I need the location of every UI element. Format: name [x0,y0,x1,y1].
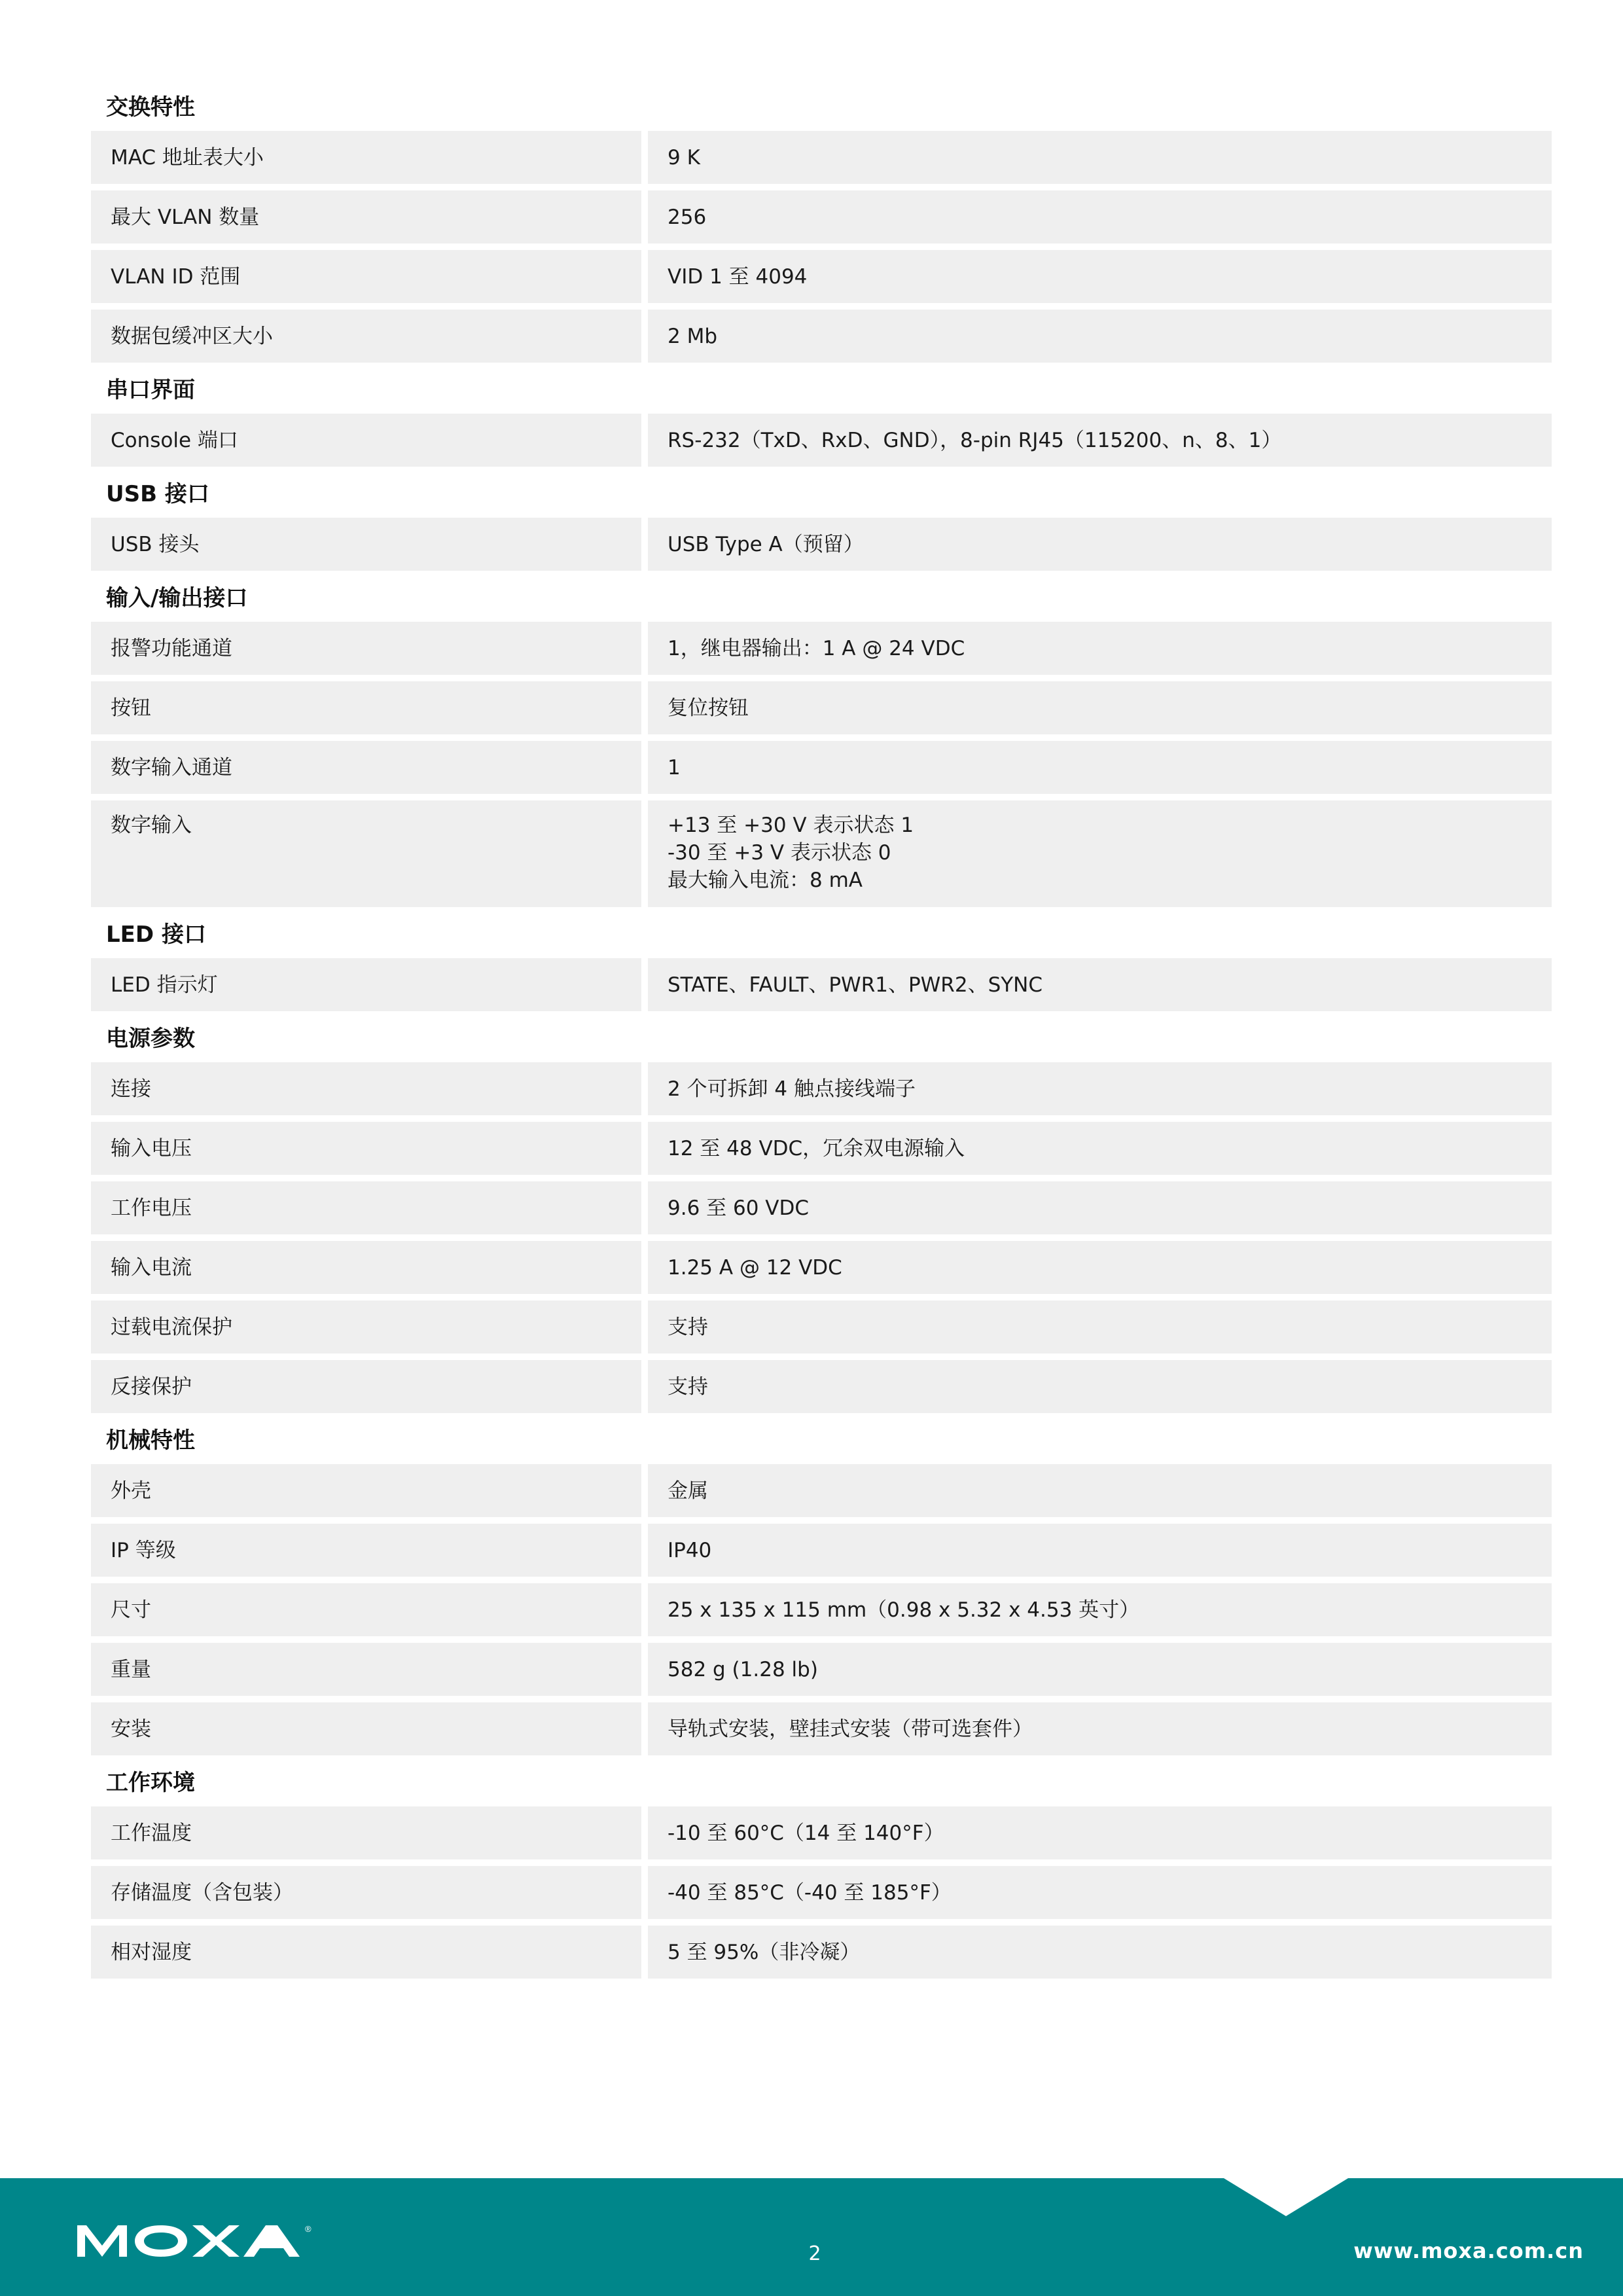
spec-value-line: RS-232（TxD、RxD、GND），8-pin RJ45（115200、n、8、1） [668,428,1282,452]
spec-value-line: 1，继电器输出：1 A @ 24 VDC [668,636,965,660]
spec-value-line: STATE、FAULT、PWR1、PWR2、SYNC [668,973,1043,997]
spec-value [648,1241,1552,1294]
spec-value-line: 复位按钮 [668,696,749,720]
spec-value-line: 9.6 至 60 VDC [668,1196,810,1220]
spec-value [648,741,1552,794]
spec-value [648,1181,1552,1234]
website-url[interactable]: www.moxa.com.cn [1353,2238,1584,2263]
section-title: 机械特性 [106,1427,195,1454]
spec-value [648,1360,1552,1413]
spec-label: 存储温度（含包装） [91,1866,641,1919]
spec-label: Console 端口 [91,414,641,467]
spec-label: 输入电流 [91,1241,641,1294]
spec-value-line: 25 x 135 x 115 mm（0.98 x 5.32 x 4.53 英寸） [668,1598,1140,1622]
section-title: LED 接口 [106,922,206,948]
spec-value-line: VID 1 至 4094 [668,264,808,289]
spec-value [648,1524,1552,1577]
spec-value-line: -10 至 60°C（14 至 140°F） [668,1821,944,1845]
section-title: 输入/输出接口 [106,585,248,611]
spec-value [648,1806,1552,1859]
spec-value [648,1122,1552,1175]
spec-value [648,1583,1552,1636]
spec-value-line: 1.25 A @ 12 VDC [668,1255,842,1280]
spec-value-line: 金属 [668,1479,708,1503]
spec-value [648,518,1552,571]
spec-label: VLAN ID 范围 [91,250,641,303]
spec-label: 过载电流保护 [91,1300,641,1354]
spec-value [648,250,1552,303]
page-number: 2 [808,2242,821,2265]
spec-value-line: 256 [668,205,707,229]
spec-label: 报警功能通道 [91,622,641,675]
spec-value-line: 12 至 48 VDC，冗余双电源输入 [668,1136,965,1160]
spec-label: 连接 [91,1062,641,1115]
spec-value [648,1300,1552,1354]
spec-value [648,310,1552,363]
spec-value-line: -30 至 +3 V 表示状态 0 [668,841,891,865]
spec-value [648,1702,1552,1755]
spec-label: 工作电压 [91,1181,641,1234]
spec-label: USB 接头 [91,518,641,571]
spec-value-line: 导轨式安装，壁挂式安装（带可选套件） [668,1717,1033,1741]
spec-value-line: 支持 [668,1315,708,1339]
section-title: 电源参数 [106,1026,195,1052]
spec-label: 工作温度 [91,1806,641,1859]
spec-label: 数据包缓冲区大小 [91,310,641,363]
spec-label: LED 指示灯 [91,958,641,1011]
section-title: 串口界面 [106,377,195,403]
spec-value-line: +13 至 +30 V 表示状态 1 [668,814,914,837]
section-title: USB 接口 [106,481,209,507]
page-footer [0,2178,1623,2296]
spec-value-line: 最大输入电流：8 mA [668,869,863,892]
svg-text:®: ® [305,2224,312,2234]
spec-value [648,1643,1552,1696]
spec-value [648,681,1552,734]
spec-value-line: IP40 [668,1538,712,1562]
spec-value-line: 2 个可拆卸 4 触点接线端子 [668,1077,916,1101]
spec-value-line: USB Type A（预留） [668,532,864,556]
spec-value [648,958,1552,1011]
spec-value-line: 582 g (1.28 lb) [668,1657,818,1681]
spec-label: 反接保护 [91,1360,641,1413]
spec-value-line: 2 Mb [668,324,718,348]
spec-value-line: 5 至 95%（非冷凝） [668,1940,861,1964]
spec-value [648,1464,1552,1517]
spec-label: MAC 地址表大小 [91,131,641,184]
spec-label: IP 等级 [91,1524,641,1577]
spec-value [648,800,1552,907]
spec-value [648,190,1552,243]
spec-value [648,131,1552,184]
spec-value [648,1866,1552,1919]
footer-notch-shape [0,2178,1623,2224]
section-title: 工作环境 [106,1770,195,1796]
spec-label: 外壳 [91,1464,641,1517]
spec-value-line: 1 [668,755,681,780]
spec-value [648,1062,1552,1115]
spec-value-line: 支持 [668,1374,708,1399]
spec-label: 安装 [91,1702,641,1755]
spec-label: 数字输入 [91,800,641,907]
spec-value [648,414,1552,467]
spec-value [648,1926,1552,1979]
spec-label: 尺寸 [91,1583,641,1636]
spec-value-line: 9 K [668,145,700,170]
spec-label: 最大 VLAN 数量 [91,190,641,243]
spec-label: 重量 [91,1643,641,1696]
spec-value-line: -40 至 85°C（-40 至 185°F） [668,1880,952,1905]
spec-label: 按钮 [91,681,641,734]
spec-label: 输入电压 [91,1122,641,1175]
spec-label: 相对湿度 [91,1926,641,1979]
moxa-logo [77,2223,352,2263]
spec-label: 数字输入通道 [91,741,641,794]
spec-value [648,622,1552,675]
section-title: 交换特性 [106,94,195,120]
